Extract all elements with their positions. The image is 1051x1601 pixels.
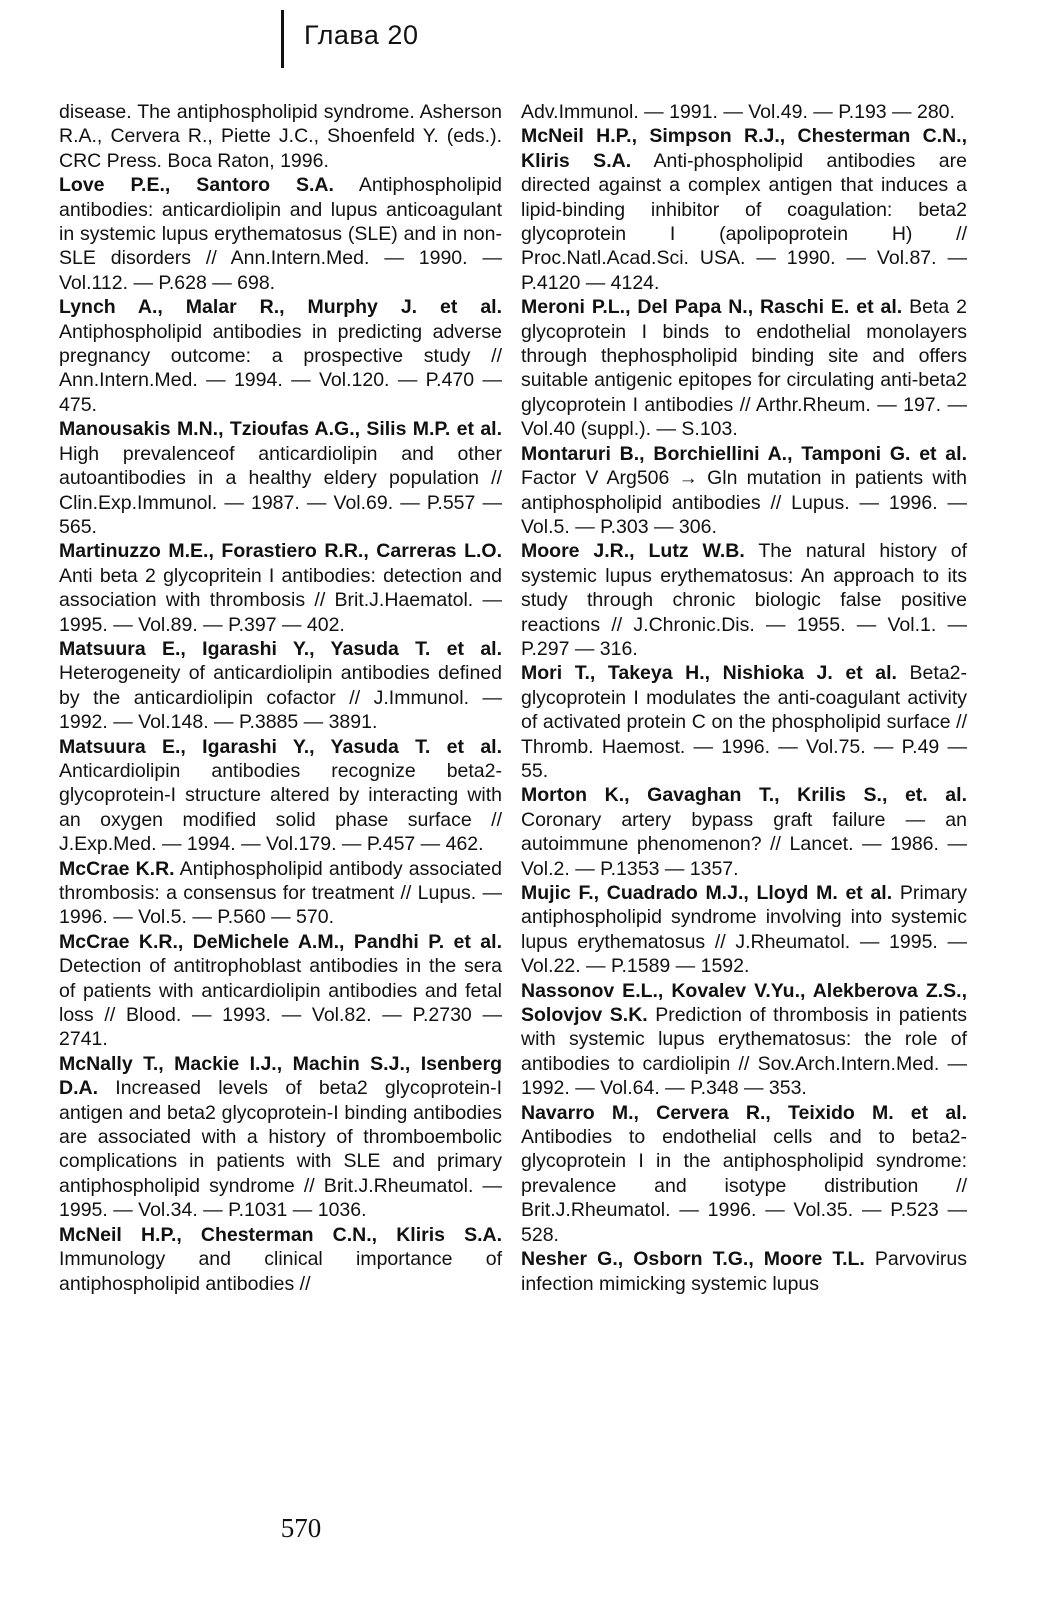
reference-authors: Lynch A., Malar R., Murphy J. et al.	[59, 296, 502, 319]
reference-text: Antibodies to endothelial cells and to beta2-glycoprotein I in the antiphospholipid syndrome: prevalence and isotype distribution // Brit.J.Rheumatol. — 1996. — Vol.35. — P.523 — 528.	[521, 1126, 967, 1246]
reference-text: Antiphospholipid antibodies: anticardiolipin and lupus anticoagulant in systemic lupus erythematosus (SLE) and in non-SLE disorders // Ann.Intern.Med. — 1990. — Vol.112. — P.628 — 698.	[59, 174, 502, 294]
reference-text: Factor V Arg506 → Gln mutation in patients with antiphospholipid antibodies // Lupus. — 1996. — Vol.5. — P.303 — 306.	[521, 467, 967, 538]
reference-text: Anti beta 2 glycopritein I antibodies: detection and association with thrombosis // Brit.J.Haematol. — 1995. — Vol.89. — P.397 — 402.	[59, 564, 502, 636]
reference-authors: McNeil H.P., Chesterman C.N., Kliris S.A.	[59, 1223, 502, 1246]
chapter-title: Глава 20	[304, 20, 419, 50]
reference-text: Adv.Immunol. — 1991. — Vol.49. — P.193 — 280.	[521, 101, 955, 123]
reference-authors: Martinuzzo M.E., Forastiero R.R., Carreras L.O.	[59, 540, 502, 563]
reference-entry	[59, 173, 502, 295]
reference-text: Beta 2 glycoprotein I binds to endothelial monolayers through thephospholipid binding site and offers suitable antigenic epitopes for circulating anti-beta2 glycoprotein I antibodies // Arthr.Rheum. — 197. — Vol.40 (suppl.). — S.103.	[521, 296, 968, 441]
reference-authors: Love P.E., Santoro S.A.	[59, 174, 334, 197]
reference-entry	[59, 417, 502, 539]
reference-entry	[59, 857, 502, 930]
reference-entry	[59, 100, 502, 173]
reference-entry	[59, 1052, 502, 1223]
reference-text: Anticardiolipin antibodies recognize beta2-glycoprotein-I structure altered by interacting with an oxygen modified solid phase surface // J.Exp.Med. — 1994. — Vol.179. — P.457 — 462.	[59, 759, 502, 856]
reference-text: Primary antiphospholipid syndrome involving into systemic lupus erythematosus // J.Rheumatol. — 1995. — Vol.22. — P.1589 — 1592.	[521, 882, 967, 978]
reference-entry	[521, 1247, 967, 1296]
right-column	[521, 100, 967, 1296]
reference-authors: McNeil H.P., Simpson R.J., Chesterman C.N., Kliris S.A.	[521, 125, 967, 172]
reference-authors: Morton K., Gavaghan T., Krilis S., et. al.	[521, 784, 967, 807]
reference-authors: Nesher G., Osborn T.G., Moore T.L.	[521, 1248, 865, 1271]
reference-entry	[521, 979, 967, 1101]
reference-authors: Mori T., Takeya H., Nishioka J. et al.	[521, 662, 897, 685]
reference-authors: Meroni P.L., Del Papa N., Raschi E. et al.	[521, 296, 903, 319]
reference-text: Immunology and clinical importance of antiphospholipid antibodies //	[59, 1248, 502, 1295]
reference-text: Parvovirus infection mimicking systemic lupus	[521, 1248, 967, 1295]
reference-entry	[59, 539, 502, 637]
reference-entry	[59, 1223, 502, 1296]
reference-text: The natural history of systemic lupus erythematosus: An approach to its study through chronic biologic false positive reactions // J.Chronic.Dis. — 1955. — Vol.1. — P.297 — 316.	[521, 540, 967, 660]
reference-entry	[59, 637, 502, 735]
reference-entry	[521, 539, 967, 661]
reference-authors: Moore J.R., Lutz W.B.	[521, 540, 745, 563]
left-column	[59, 100, 502, 1296]
reference-authors: Navarro M., Cervera R., Teixido M. et al.	[521, 1101, 967, 1124]
reference-text: Detection of antitrophoblast antibodies in the sera of patients with anticardiolipin antibodies and fetal loss // Blood. — 1993. — Vol.82. — P.2730 — 2741.	[59, 955, 502, 1051]
reference-entry	[59, 735, 502, 857]
reference-text: Increased levels of beta2 glycoprotein-I antigen and beta2 glycoprotein-I binding antibodies are associated with a history of thromboembolic complications in patients with SLE and primary antiphospholipid syndrome // Brit.J.Rheumatol. — 1995. — Vol.34. — P.1031 — 1036.	[59, 1077, 502, 1222]
header-rule	[281, 10, 284, 68]
reference-authors: Matsuura E., Igarashi Y., Yasuda T. et al.	[59, 637, 502, 660]
reference-authors: Matsuura E., Igarashi Y., Yasuda T. et al.	[59, 735, 502, 758]
reference-entry	[521, 100, 967, 124]
reference-text: disease. The antiphospholipid syndrome. Asherson R.A., Cervera R., Piette J.C., Shoenfeld Y. (eds.). CRC Press. Boca Raton, 1996.	[59, 101, 502, 172]
reference-entry	[59, 930, 502, 1052]
reference-authors: Mujic F., Cuadrado M.J., Lloyd M. et al.	[521, 882, 893, 904]
reference-authors: Montaruri B., Borchiellini A., Tamponi G. et al.	[521, 442, 967, 465]
reference-text: Prediction of thrombosis in patients with systemic lupus erythematosus: the role of antibodies to cardiolipin // Sov.Arch.Intern.Med. — 1992. — Vol.64. — P.348 — 353.	[521, 1004, 968, 1100]
reference-entry	[521, 442, 967, 540]
page-number: 570	[280, 1513, 322, 1543]
reference-text: High prevalenceof anticardiolipin and other autoantibodies in a healthy eldery population // Clin.Exp.Immunol. — 1987. — Vol.69. — P.557 — 565.	[59, 442, 502, 538]
reference-authors: McCrae K.R., DeMichele A.M., Pandhi P. et al.	[59, 930, 502, 953]
reference-text: Antiphospholipid antibodies in predicting adverse pregnancy outcome: a prospective study // Ann.Intern.Med. — 1994. — Vol.120. — P.470 — 475.	[59, 320, 502, 416]
reference-entry	[521, 1101, 967, 1247]
reference-entry	[521, 124, 967, 295]
reference-text: Antiphospholipid antibody associated thrombosis: a consensus for treatment // Lupus. — 1996. — Vol.5. — P.560 — 570.	[59, 857, 502, 929]
reference-text: Beta2-glycoprotein I modulates the anti-coagulant activity of activated protein C on the phospholipid surface // Thromb. Haemost. — 1996. — Vol.75. — P.49 — 55.	[521, 662, 967, 782]
reference-entry	[59, 295, 502, 417]
reference-text: Anti-phospholipid antibodies are directed against a complex antigen that induces a lipid-binding inhibitor of coagulation: beta2 glycoprotein I (apolipoprotein H) // Proc.Natl.Acad.Sci. USA. — 1990. — Vol.87. — P.4120 — 4124.	[521, 149, 967, 294]
reference-authors: McNally T., Mackie I.J., Machin S.J., Isenberg D.A.	[59, 1052, 502, 1100]
reference-text: Coronary artery bypass graft failure — an autoimmune phenomenon? // Lancet. — 1986. — Vol.2. — P.1353 — 1357.	[521, 808, 967, 880]
reference-entry	[521, 661, 967, 783]
reference-entry	[521, 295, 967, 441]
reference-text: Heterogeneity of anticardiolipin antibodies defined by the anticardiolipin cofactor // J.Immunol. — 1992. — Vol.148. — P.3885 — 3891.	[59, 662, 502, 734]
reference-authors: Nassonov E.L., Kovalev V.Yu., Alekberova Z.S., Solovjov S.K.	[521, 979, 967, 1027]
reference-authors: Manousakis M.N., Tzioufas A.G., Silis M.P. et al.	[59, 418, 502, 441]
reference-entry	[521, 881, 967, 979]
reference-entry	[521, 783, 967, 881]
reference-authors: McCrae K.R.	[59, 857, 175, 880]
